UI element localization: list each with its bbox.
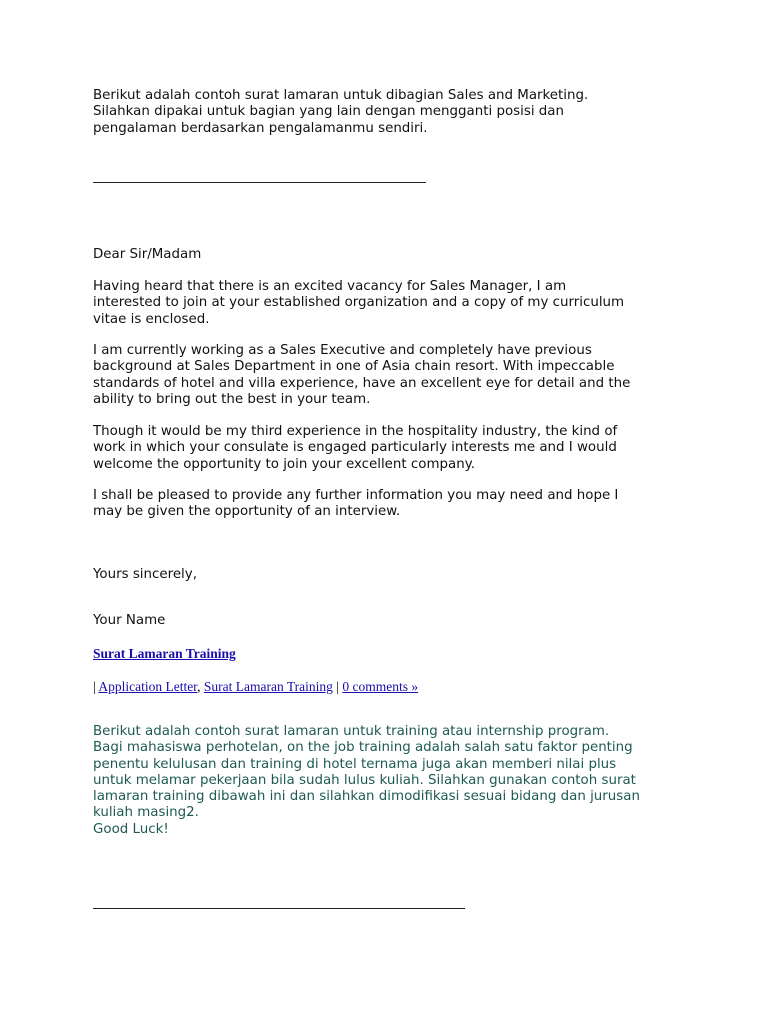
post-body: Berikut adalah contoh surat lamaran untuk training atau internship program. Bagi mahasiswa perhotelan, on the job training adalah salah satu faktor penting penentu kelulusan dan training di hotel ternama juga akan memberi nilai plus untuk melamar pekerjaan bila sudah lulus kuliah. Silahkan gunakan contoh surat lamaran training dibawah ini dan silahkan dimodifikasi sesuai bidang dan jurusan kuliah masing2. Good Luck! [93, 724, 640, 837]
tag-link-surat-lamaran-training[interactable]: Surat Lamaran Training [203, 679, 333, 694]
post-title-line [93, 646, 236, 662]
post-title-link[interactable]: Surat Lamaran Training [93, 646, 236, 661]
letter-paragraph: Though it would be my third experience in the hospitality industry, the kind of work in which your consulate is engaged particularly interests me and I would welcome the opportunity to join your excellent company. [93, 424, 618, 472]
letter-paragraph: I am currently working as a Sales Executive and completely have previous background at Sales Department in one of Asia chain resort. With impeccable standards of hotel and villa experience, have an excellent eye for detail and the ability to bring out the best in your team. [93, 343, 631, 407]
tag-link-application-letter[interactable]: Application Letter [98, 679, 198, 694]
comments-link[interactable]: 0 comments » [342, 679, 419, 694]
separator-line-top [93, 182, 426, 183]
meta-divider: | [332, 679, 343, 694]
letter-paragraph: Having heard that there is an excited vacancy for Sales Manager, I am interested to join at your established organization and a copy of my curriculum vitae is enclosed. [93, 279, 625, 327]
post-meta [93, 679, 418, 695]
tag-separator: , [197, 679, 204, 694]
separator-line-bottom [93, 908, 465, 909]
letter-paragraph: I shall be pleased to provide any further information you may need and hope I may be given the opportunity of an interview. [93, 488, 619, 520]
intro-text: Berikut adalah contoh surat lamaran untuk dibagian Sales and Marketing. Silahkan dipakai untuk bagian yang lain dengan mengganti posisi dan pengalaman berdasarkan pengalamanmu sendiri. [93, 88, 589, 136]
meta-prefix: | [93, 679, 99, 694]
letter-closing: Yours sincerely, [93, 567, 197, 582]
letter-salutation: Dear Sir/Madam [93, 247, 202, 262]
letter-signature: Your Name [93, 613, 166, 628]
